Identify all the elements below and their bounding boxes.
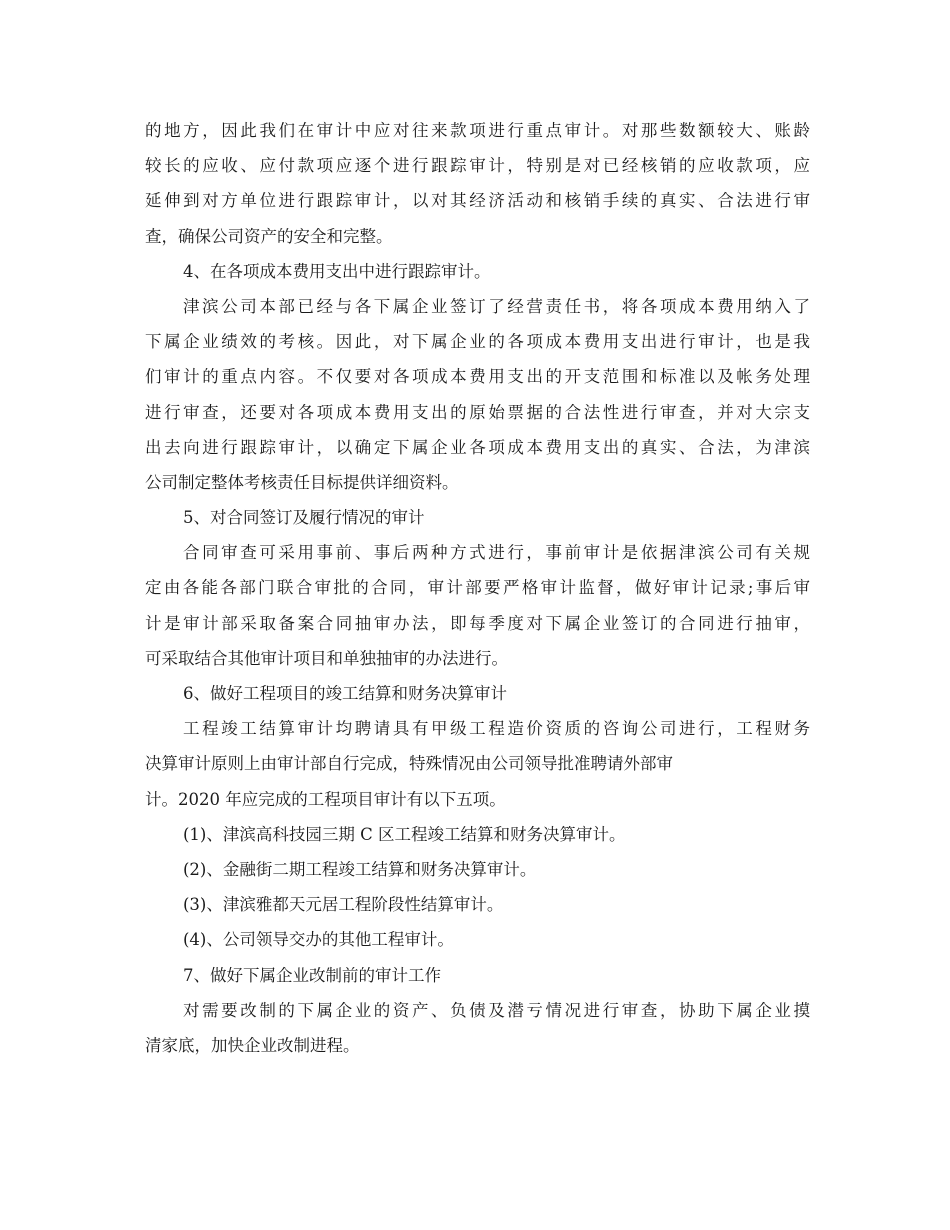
text-line: (2)、金融街二期工程竣工结算和财务决算审计。 [183,859,537,879]
text-line: 6、做好工程项目的竣工结算和财务决算审计 [183,684,507,703]
text-line: 工程竣工结算审计均聘请具有甲级工程造价资质的咨询公司进行，工程财务 [183,719,810,739]
text-line: 5、对合同签订及履行情况的审计 [183,508,425,528]
document-page [145,113,810,1063]
text-line: 定由各能各部门联合审批的合同，审计部要严格审计监督，做好审计记录;事后审 [145,578,810,598]
text-line: 查，确保公司资产的安全和完整。 [145,226,393,246]
text-line: 7、做好下属企业改制前的审计工作 [183,965,441,985]
text-line: 计。2020 年应完成的工程项目审计有以下五项。 [145,789,506,809]
text-line: 出去向进行跟踪审计，以确定下属企业各项成本费用支出的真实、合法，为津滨 [145,437,810,457]
text-line: 可采取结合其他审计项目和单独抽审的办法进行。 [145,648,508,668]
text-line: (3)、津滨雅都天元居工程阶段性结算审计。 [183,895,504,915]
text-line: 合同审查可采用事前、事后两种方式进行，事前审计是依据津滨公司有关规 [183,543,810,563]
text-line: 津滨公司本部已经与各下属企业签订了经营责任书，将各项成本费用纳入了 [183,296,810,316]
text-line: 较长的应收、应付款项应逐个进行跟踪审计，特别是对已经核销的应收款项，应 [145,156,810,176]
text-line: 的地方，因此我们在审计中应对往来款项进行重点审计。对那些数额较大、账龄 [145,121,810,140]
text-line: 们审计的重点内容。不仅要对各项成本费用支出的开支范围和标准以及帐务处理 [145,367,810,387]
text-line: 对需要改制的下属企业的资产、负债及潜亏情况进行审查，协助下属企业摸 [183,1000,810,1020]
text-line: (4)、公司领导交办的其他工程审计。 [183,930,454,950]
text-line: 清家底，加快企业改制进程。 [145,1035,360,1055]
text-line: 公司制定整体考核责任目标提供详细资料。 [145,472,459,492]
text-line: 延伸到对方单位进行跟踪审计，以对其经济活动和核销手续的真实、合法进行审 [145,191,810,211]
text-line: 下属企业绩效的考核。因此，对下属企业的各项成本费用支出进行审计，也是我 [145,332,810,352]
text-line: 决算审计原则上由审计部自行完成，特殊情况由公司领导批准聘请外部审 [145,754,673,774]
text-line: 计是审计部采取备案合同抽审办法，即每季度对下属企业签订的合同进行抽审， [145,613,810,633]
text-line: (1)、津滨高科技园三期 C 区工程竣工结算和财务决算审计。 [183,824,626,844]
text-line: 进行审查，还要对各项成本费用支出的原始票据的合法性进行审查，并对大宗支 [145,402,810,422]
text-line: 4、在各项成本费用支出中进行跟踪审计。 [183,261,491,281]
